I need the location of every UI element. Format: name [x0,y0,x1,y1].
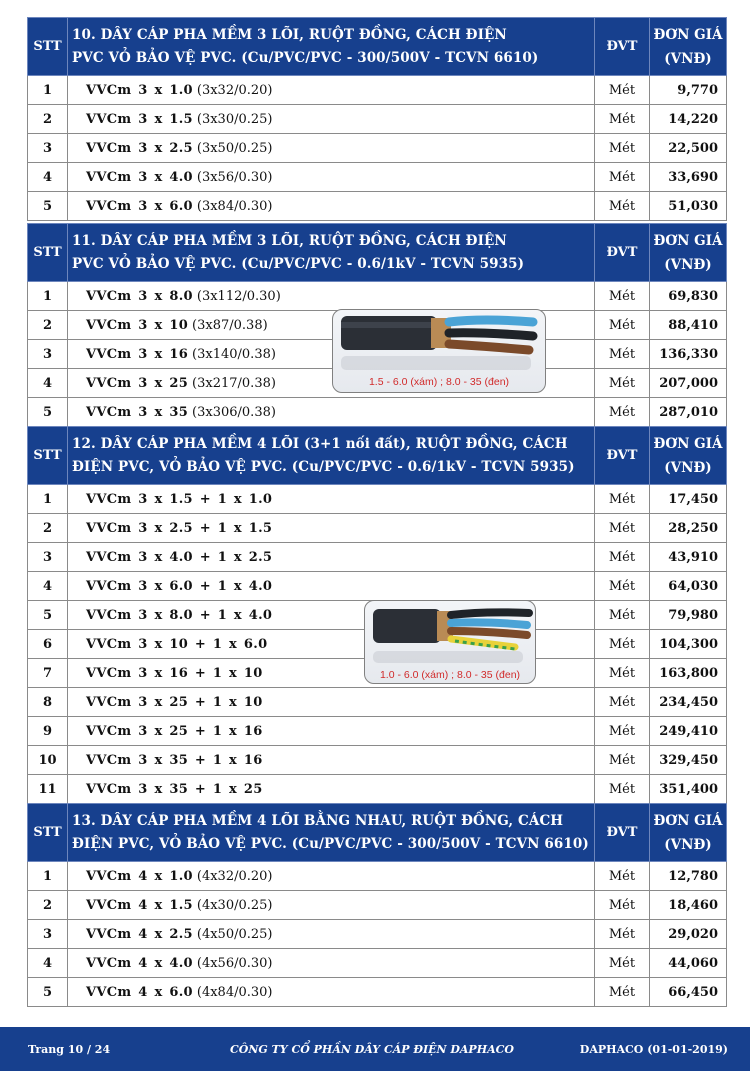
unit-cell: Mét [595,746,650,775]
price-header-line-1: ĐƠN GIÁ [653,232,723,249]
product-description [68,746,595,775]
price-cell: 136,330 [650,340,727,369]
section-rows [28,18,727,221]
unit-header: ĐVT [595,804,650,862]
product-description [68,485,595,514]
price-cell: 287,010 [650,398,727,427]
price-cell: 44,060 [650,949,727,978]
row-number: 1 [28,485,68,514]
product-description [68,949,595,978]
row-number: 1 [28,76,68,105]
price-cell: 234,450 [650,688,727,717]
unit-cell: Mét [595,659,650,688]
row-number: 7 [28,659,68,688]
footer-edition: DAPHACO (01-01-2019) [579,1043,728,1056]
unit-cell: Mét [595,163,650,192]
unit-cell: Mét [595,978,650,1007]
unit-cell: Mét [595,282,650,311]
product-code: VVCm 3 x 25 + 1 x 10 [86,694,263,710]
product-description [68,192,595,221]
price-header-line-2: (VNĐ) [664,50,712,67]
product-spec: (4x84/0.30) [196,984,273,1000]
table-row [28,775,727,804]
product-description [68,891,595,920]
section-title [68,427,595,485]
table-row [28,572,727,601]
product-spec: (4x56/0.30) [196,955,273,971]
product-description [68,282,595,311]
product-code: VVCm 3 x 8.0 + 1 x 4.0 [86,607,273,623]
price-cell: 14,220 [650,105,727,134]
section-title-line-1: 11. DÂY CÁP PHA MỀM 3 LÕI, RUỘT ĐỒNG, CÁCH ĐIỆN [72,232,507,249]
product-code: VVCm 3 x 16 [86,346,189,362]
row-number: 10 [28,746,68,775]
footer-page-number: Trang 10 / 24 [28,1043,111,1056]
unit-cell: Mét [595,949,650,978]
unit-cell: Mét [595,601,650,630]
row-number: 5 [28,192,68,221]
product-spec: (3x217/0.38) [192,375,276,391]
unit-cell: Mét [595,76,650,105]
product-code: VVCm 4 x 2.5 [86,926,193,942]
row-number: 4 [28,163,68,192]
row-number: 4 [28,369,68,398]
row-number: 8 [28,688,68,717]
product-description [68,76,595,105]
price-header [650,224,727,282]
price-cell: 18,460 [650,891,727,920]
product-description [68,688,595,717]
unit-cell: Mét [595,514,650,543]
row-number: 3 [28,134,68,163]
table-row [28,978,727,1007]
price-header-line-2: (VNĐ) [664,459,712,476]
price-header [650,18,727,76]
section-rows [28,804,727,1007]
price-cell: 64,030 [650,572,727,601]
unit-cell: Mét [595,775,650,804]
product-code: VVCm 4 x 4.0 [86,955,193,971]
price-cell: 22,500 [650,134,727,163]
product-code: VVCm 3 x 25 [86,375,189,391]
price-cell: 12,780 [650,862,727,891]
product-spec: (3x50/0.25) [196,140,273,156]
cable-photo-caption: 1.5 - 6.0 (xám) ; 8.0 - 35 (đen) [368,376,510,388]
price-cell: 33,690 [650,163,727,192]
price-cell: 249,410 [650,717,727,746]
section-header-row [28,427,727,485]
section-title [68,224,595,282]
price-table-section-10 [27,17,727,221]
price-cell: 79,980 [650,601,727,630]
product-description [68,978,595,1007]
product-spec: (4x32/0.20) [196,868,273,884]
product-description [68,920,595,949]
price-header [650,804,727,862]
section-title-line-1: 13. DÂY CÁP PHA MỀM 4 LÕI BẰNG NHAU, RUỘT ĐỒNG, CÁCH [72,812,564,829]
table-row [28,862,727,891]
product-code: VVCm 3 x 1.5 + 1 x 1.0 [86,491,273,507]
product-description [68,514,595,543]
row-number: 9 [28,717,68,746]
row-number: 4 [28,949,68,978]
section-header-row [28,224,727,282]
price-header-line-2: (VNĐ) [664,256,712,273]
product-spec: (3x112/0.30) [196,288,281,304]
table-row [28,746,727,775]
table-row [28,105,727,134]
unit-cell: Mét [595,340,650,369]
row-number: 5 [28,398,68,427]
product-code: VVCm 3 x 6.0 [86,198,193,214]
table-row [28,485,727,514]
price-cell: 329,450 [650,746,727,775]
product-code: VVCm 3 x 10 + 1 x 6.0 [86,636,268,652]
product-code: VVCm 3 x 4.0 + 1 x 2.5 [86,549,273,565]
product-code: VVCm 3 x 2.5 + 1 x 1.5 [86,520,273,536]
product-description [68,572,595,601]
price-header-line-2: (VNĐ) [664,836,712,853]
table-row [28,163,727,192]
product-code: VVCm 3 x 2.5 [86,140,193,156]
row-number: 2 [28,311,68,340]
price-cell: 207,000 [650,369,727,398]
product-code: VVCm 3 x 6.0 + 1 x 4.0 [86,578,273,594]
product-spec: (3x30/0.25) [196,111,273,127]
row-number: 5 [28,978,68,1007]
product-description [68,862,595,891]
product-description [68,398,595,427]
stt-header: STT [28,804,68,862]
table-row [28,543,727,572]
unit-cell: Mét [595,717,650,746]
price-header-line-1: ĐƠN GIÁ [653,812,723,829]
table-row [28,688,727,717]
section-title-line-2: ĐIỆN PVC, VỎ BẢO VỆ PVC. (Cu/PVC/PVC - 0.6/1kV - TCVN 5935) [72,458,575,475]
cable-photo-4-core [364,600,536,684]
row-number: 1 [28,282,68,311]
row-number: 2 [28,105,68,134]
unit-cell: Mét [595,688,650,717]
product-description [68,775,595,804]
price-cell: 163,800 [650,659,727,688]
product-spec: (3x140/0.38) [192,346,276,362]
product-code: VVCm 3 x 35 + 1 x 16 [86,752,263,768]
table-row [28,920,727,949]
product-code: VVCm 3 x 25 + 1 x 16 [86,723,263,739]
unit-cell: Mét [595,134,650,163]
table-row [28,398,727,427]
product-code: VVCm 3 x 8.0 [86,288,193,304]
price-header-line-1: ĐƠN GIÁ [653,26,723,43]
section-title-line-1: 12. DÂY CÁP PHA MỀM 4 LÕI (3+1 nối đất), RUỘT ĐỒNG, CÁCH [72,435,568,452]
row-number: 1 [28,862,68,891]
cable-photo-3-core [332,309,546,393]
price-header [650,427,727,485]
product-description [68,134,595,163]
row-number: 5 [28,601,68,630]
price-cell: 29,020 [650,920,727,949]
page-footer [0,1027,750,1071]
price-cell: 69,830 [650,282,727,311]
price-cell: 9,770 [650,76,727,105]
product-spec: (3x306/0.38) [192,404,276,420]
table-row [28,514,727,543]
row-number: 6 [28,630,68,659]
table-row [28,891,727,920]
unit-cell: Mét [595,485,650,514]
cable-photo-caption: 1.0 - 6.0 (xám) ; 8.0 - 35 (đen) [379,669,521,681]
product-description [68,105,595,134]
product-description [68,163,595,192]
price-cell: 17,450 [650,485,727,514]
product-code: VVCm 3 x 10 [86,317,189,333]
price-cell: 43,910 [650,543,727,572]
row-number: 4 [28,572,68,601]
stt-header: STT [28,224,68,282]
product-description [68,717,595,746]
product-code: VVCm 4 x 1.0 [86,868,193,884]
table-row [28,282,727,311]
product-spec: (3x87/0.38) [192,317,268,333]
unit-cell: Mét [595,192,650,221]
unit-header: ĐVT [595,224,650,282]
table-row [28,717,727,746]
price-cell: 28,250 [650,514,727,543]
product-code: VVCm 3 x 35 + 1 x 25 [86,781,263,797]
product-code: VVCm 3 x 16 + 1 x 10 [86,665,263,681]
section-title-line-2: ĐIỆN PVC, VỎ BẢO VỆ PVC. (Cu/PVC/PVC - 300/500V - TCVN 6610) [72,835,589,852]
unit-cell: Mét [595,105,650,134]
unit-cell: Mét [595,572,650,601]
product-spec: (4x30/0.25) [196,897,273,913]
section-title-line-2: PVC VỎ BẢO VỆ PVC. (Cu/PVC/PVC - 0.6/1kV - TCVN 5935) [72,255,525,272]
section-title-line-1: 10. DÂY CÁP PHA MỀM 3 LÕI, RUỘT ĐỒNG, CÁCH ĐIỆN [72,26,507,43]
price-cell: 51,030 [650,192,727,221]
unit-cell: Mét [595,891,650,920]
product-spec: (4x50/0.25) [196,926,273,942]
section-header-row [28,18,727,76]
price-cell: 351,400 [650,775,727,804]
price-cell: 104,300 [650,630,727,659]
price-header-line-1: ĐƠN GIÁ [653,435,723,452]
unit-cell: Mét [595,630,650,659]
price-cell: 66,450 [650,978,727,1007]
product-code: VVCm 4 x 1.5 [86,897,193,913]
stt-header: STT [28,18,68,76]
unit-cell: Mét [595,862,650,891]
section-title [68,18,595,76]
product-spec: (3x84/0.30) [196,198,273,214]
product-spec: (3x56/0.30) [196,169,273,185]
table-row [28,134,727,163]
product-code: VVCm 3 x 1.5 [86,111,193,127]
row-number: 2 [28,514,68,543]
product-code: VVCm 4 x 6.0 [86,984,193,1000]
stt-header: STT [28,427,68,485]
section-title-line-2: PVC VỎ BẢO VỆ PVC. (Cu/PVC/PVC - 300/500V - TCVN 6610) [72,49,539,66]
product-description [68,543,595,572]
unit-cell: Mét [595,543,650,572]
row-number: 11 [28,775,68,804]
row-number: 2 [28,891,68,920]
product-code: VVCm 3 x 4.0 [86,169,193,185]
row-number: 3 [28,340,68,369]
unit-cell: Mét [595,311,650,340]
row-number: 3 [28,543,68,572]
price-table-section-13 [27,803,727,1007]
footer-company-name: CÔNG TY CỔ PHẦN DÂY CÁP ĐIỆN DAPHACO [230,1043,514,1056]
row-number: 3 [28,920,68,949]
product-spec: (3x32/0.20) [196,82,273,98]
product-code: VVCm 3 x 1.0 [86,82,193,98]
section-title [68,804,595,862]
unit-cell: Mét [595,398,650,427]
unit-header: ĐVT [595,18,650,76]
unit-header: ĐVT [595,427,650,485]
price-cell: 88,410 [650,311,727,340]
product-code: VVCm 3 x 35 [86,404,189,420]
unit-cell: Mét [595,920,650,949]
table-row [28,192,727,221]
section-header-row [28,804,727,862]
table-row [28,76,727,105]
unit-cell: Mét [595,369,650,398]
table-row [28,949,727,978]
